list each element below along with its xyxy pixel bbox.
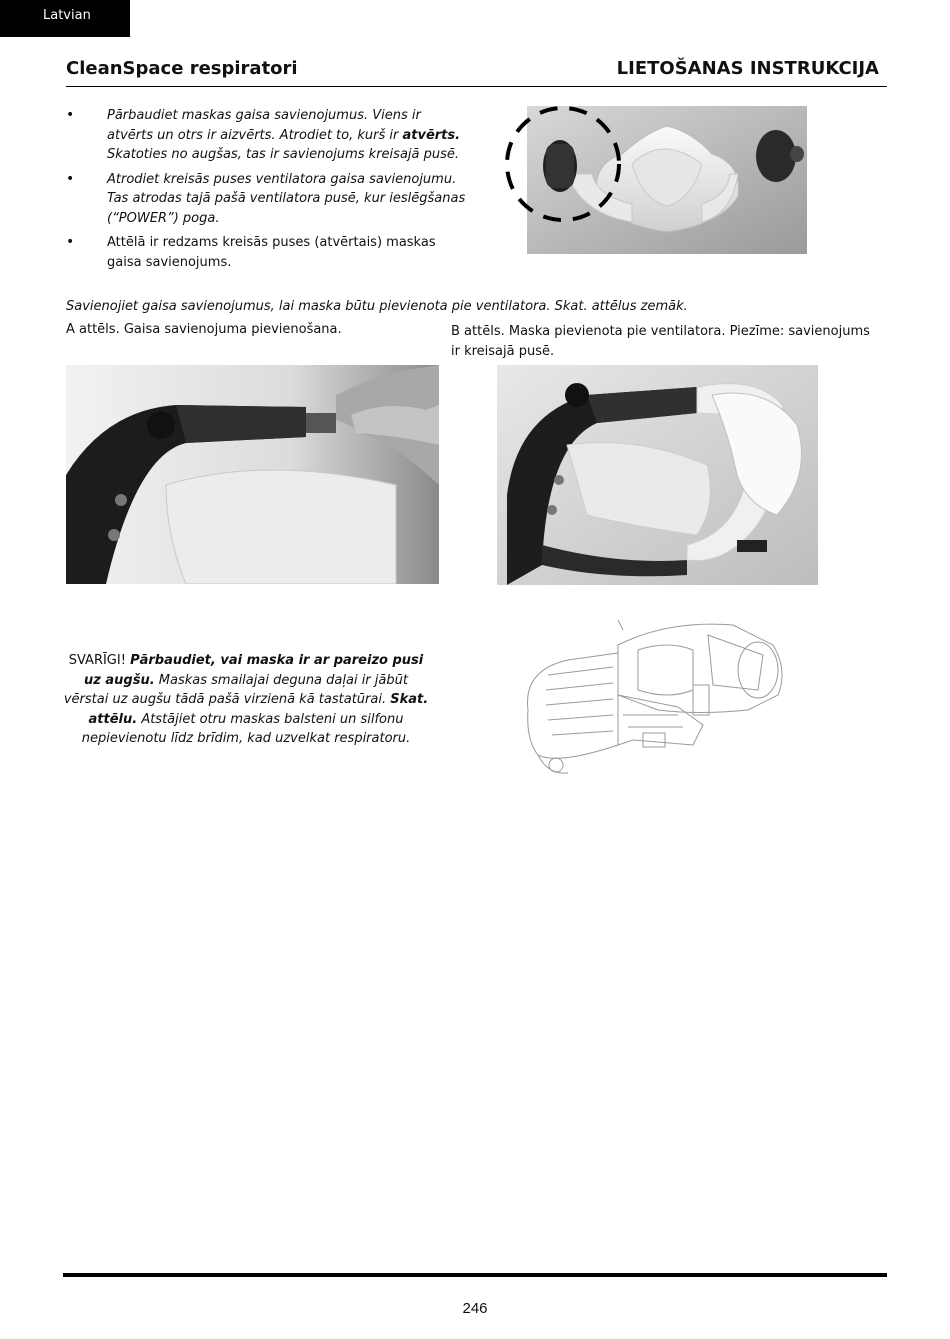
connection-instruction: Savienojiet gaisa savienojumus, lai maska būtu pievienota pie ventilatora. Skat. attēlus zemāk. bbox=[66, 299, 688, 314]
bullet-item bbox=[66, 233, 466, 272]
instruction-bullets bbox=[66, 106, 466, 277]
bullet-text: Skatoties no augšas, tas ir savienojums kreisajā pusē. bbox=[107, 147, 460, 162]
important-note bbox=[62, 651, 430, 749]
important-label: SVARĪGI! bbox=[68, 653, 131, 668]
page-header bbox=[66, 58, 887, 87]
respirator-line-drawing bbox=[518, 615, 790, 780]
figure-a-caption: A attēls. Gaisa savienojuma pievienošana. bbox=[66, 322, 342, 337]
mask-connectors-photo bbox=[502, 104, 808, 256]
figure-b-caption: B attēls. Maska pievienota pie ventilatora. Piezīme: savienojums ir kreisajā pusē. bbox=[451, 324, 870, 359]
bullet-item bbox=[66, 106, 466, 165]
bullet-item bbox=[66, 170, 466, 229]
important-text: Atstājiet otru maskas balsteni un silfonu nepievienotu līdz brīdim, kad uzvelkat respiratoru. bbox=[81, 711, 411, 746]
page-number: 246 bbox=[462, 1300, 488, 1317]
bullet-emphasis: atvērts. bbox=[402, 127, 461, 143]
language-tab: Latvian bbox=[0, 0, 130, 37]
document-title: LIETOŠANAS INSTRUKCIJA bbox=[616, 58, 879, 79]
footer-rule bbox=[63, 1273, 887, 1277]
important-text: Maskas smailajai deguna daļai ir jābūt vērstai uz augšu tādā pašā virzienā kā tastatūrai. bbox=[63, 672, 408, 707]
important-emphasis: Skat. attēlu. bbox=[88, 692, 429, 727]
bullet-text: Attēlā ir redzams kreisās puses (atvērtais) maskas gaisa savienojums. bbox=[107, 235, 436, 270]
figure-b-photo bbox=[497, 365, 818, 585]
bullet-text: Pārbaudiet maskas gaisa savienojumus. Viens ir atvērts un otrs ir aizvērts. Atrodiet to, kurš ir bbox=[107, 108, 421, 143]
brand-title: CleanSpace respiratori bbox=[66, 58, 298, 79]
figure-a-photo bbox=[66, 365, 439, 584]
important-emphasis: Pārbaudiet, vai maska ir ar pareizo pusi uz augšu. bbox=[84, 653, 424, 688]
bullet-text: Atrodiet kreisās puses ventilatora gaisa savienojumu. Tas atrodas tajā pašā ventilatora pusē, kur ieslēgšanas (“POWER”) poga. bbox=[107, 171, 466, 226]
